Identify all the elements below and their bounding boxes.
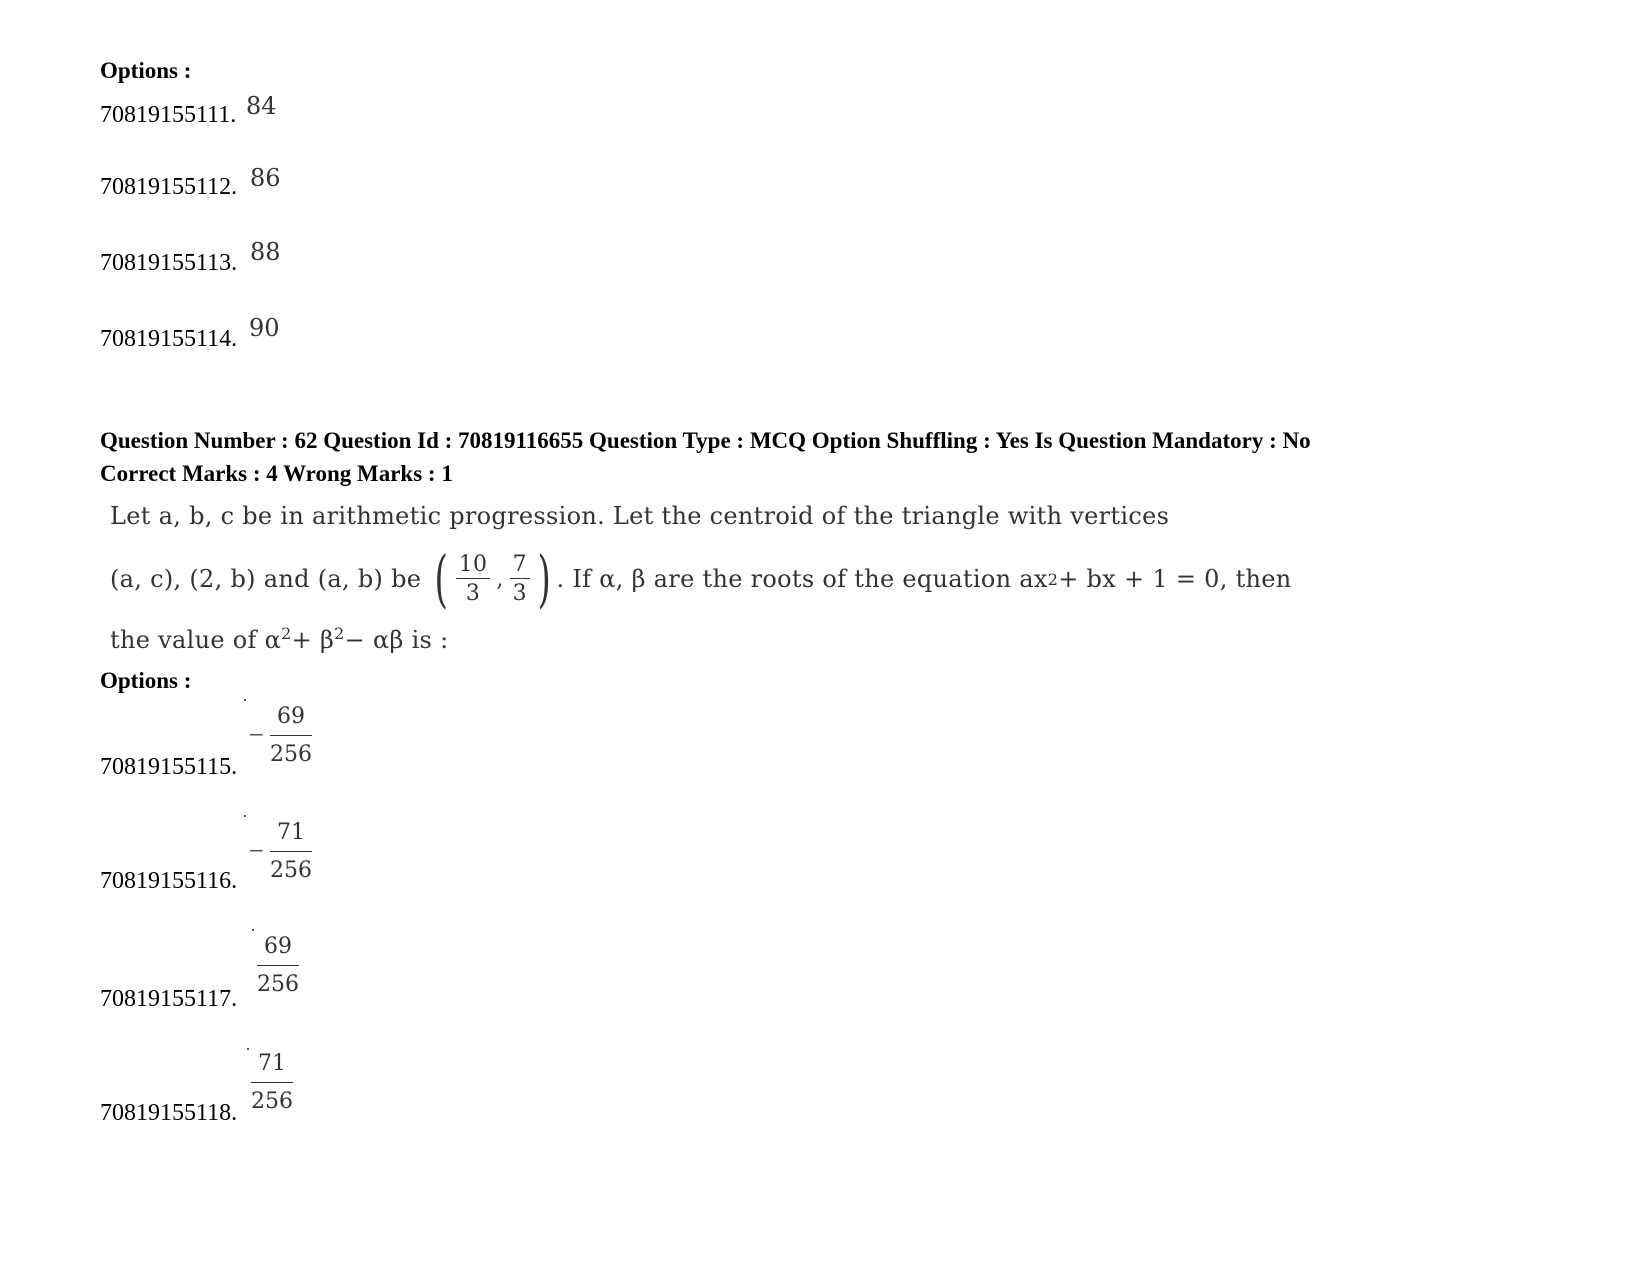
centroid-y-fraction	[510, 553, 530, 605]
dot-mark	[244, 815, 246, 817]
option-id: 70819155111.	[100, 102, 237, 128]
option-id: 70819155115.	[100, 754, 238, 780]
dot-mark	[247, 1048, 249, 1050]
question-text-segment: (a, c), (2, b) and (a, b) be	[110, 565, 422, 593]
fraction-numerator: 71	[258, 1051, 286, 1076]
options-label: Options :	[100, 58, 192, 83]
options-label: Options :	[100, 668, 192, 693]
option-value: 88	[250, 238, 281, 266]
question-marks: Correct Marks : 4 Wrong Marks : 1	[100, 461, 453, 486]
fraction-numerator: 69	[277, 704, 305, 729]
option-value: 90	[249, 314, 280, 342]
dot-mark	[252, 929, 254, 931]
question-text-segment: . If α, β are the roots of the equation ax	[556, 565, 1048, 593]
comma-separator: ,	[496, 566, 504, 592]
dot-mark	[244, 699, 246, 701]
question-text-segment: + bx + 1 = 0, then	[1058, 565, 1292, 593]
option-fraction	[251, 1051, 293, 1114]
option-id: 70819155114.	[100, 326, 238, 352]
question-text-line2	[110, 543, 1292, 615]
fraction-numerator: 7	[510, 553, 530, 579]
question-text-line3	[110, 624, 448, 654]
option-id: 70819155118.	[100, 1100, 238, 1126]
fraction-denominator: 256	[270, 742, 312, 767]
fraction-numerator: 10	[456, 553, 491, 579]
superscript: 2	[334, 624, 345, 643]
option-value: 84	[246, 92, 277, 120]
minus-sign: −	[248, 722, 265, 746]
fraction-numerator: 71	[277, 820, 305, 845]
option-id: 70819155117.	[100, 986, 238, 1012]
option-fraction	[257, 934, 299, 997]
question-text-segment: the value of α	[110, 626, 282, 654]
question-text-segment: + β	[291, 626, 335, 654]
question-text-line1: Let a, b, c be in arithmetic progression. Let the centroid of the triangle with vertices	[110, 502, 1170, 530]
option-value: 86	[250, 164, 281, 192]
fraction-denominator: 256	[270, 858, 312, 883]
minus-sign: −	[248, 838, 265, 862]
option-id: 70819155112.	[100, 174, 238, 200]
fraction-denominator: 3	[465, 581, 481, 606]
centroid-x-fraction	[456, 553, 491, 605]
fraction-numerator: 69	[264, 934, 292, 959]
fraction-denominator: 256	[251, 1089, 293, 1114]
question-text-segment: − αβ is :	[344, 626, 449, 654]
fraction-denominator: 256	[257, 972, 299, 997]
option-id: 70819155113.	[100, 250, 238, 276]
fraction-denominator: 3	[512, 581, 527, 606]
option-fraction	[270, 704, 312, 767]
question-header: Question Number : 62 Question Id : 70819116655 Question Type : MCQ Option Shuffling : Yes Is Question Mandatory : No	[100, 428, 1311, 453]
option-fraction	[270, 820, 312, 883]
superscript: 2	[1047, 569, 1059, 589]
superscript: 2	[281, 624, 292, 643]
option-id: 70819155116.	[100, 868, 238, 894]
left-paren-icon: (	[434, 542, 449, 615]
right-paren-icon: )	[537, 542, 551, 615]
